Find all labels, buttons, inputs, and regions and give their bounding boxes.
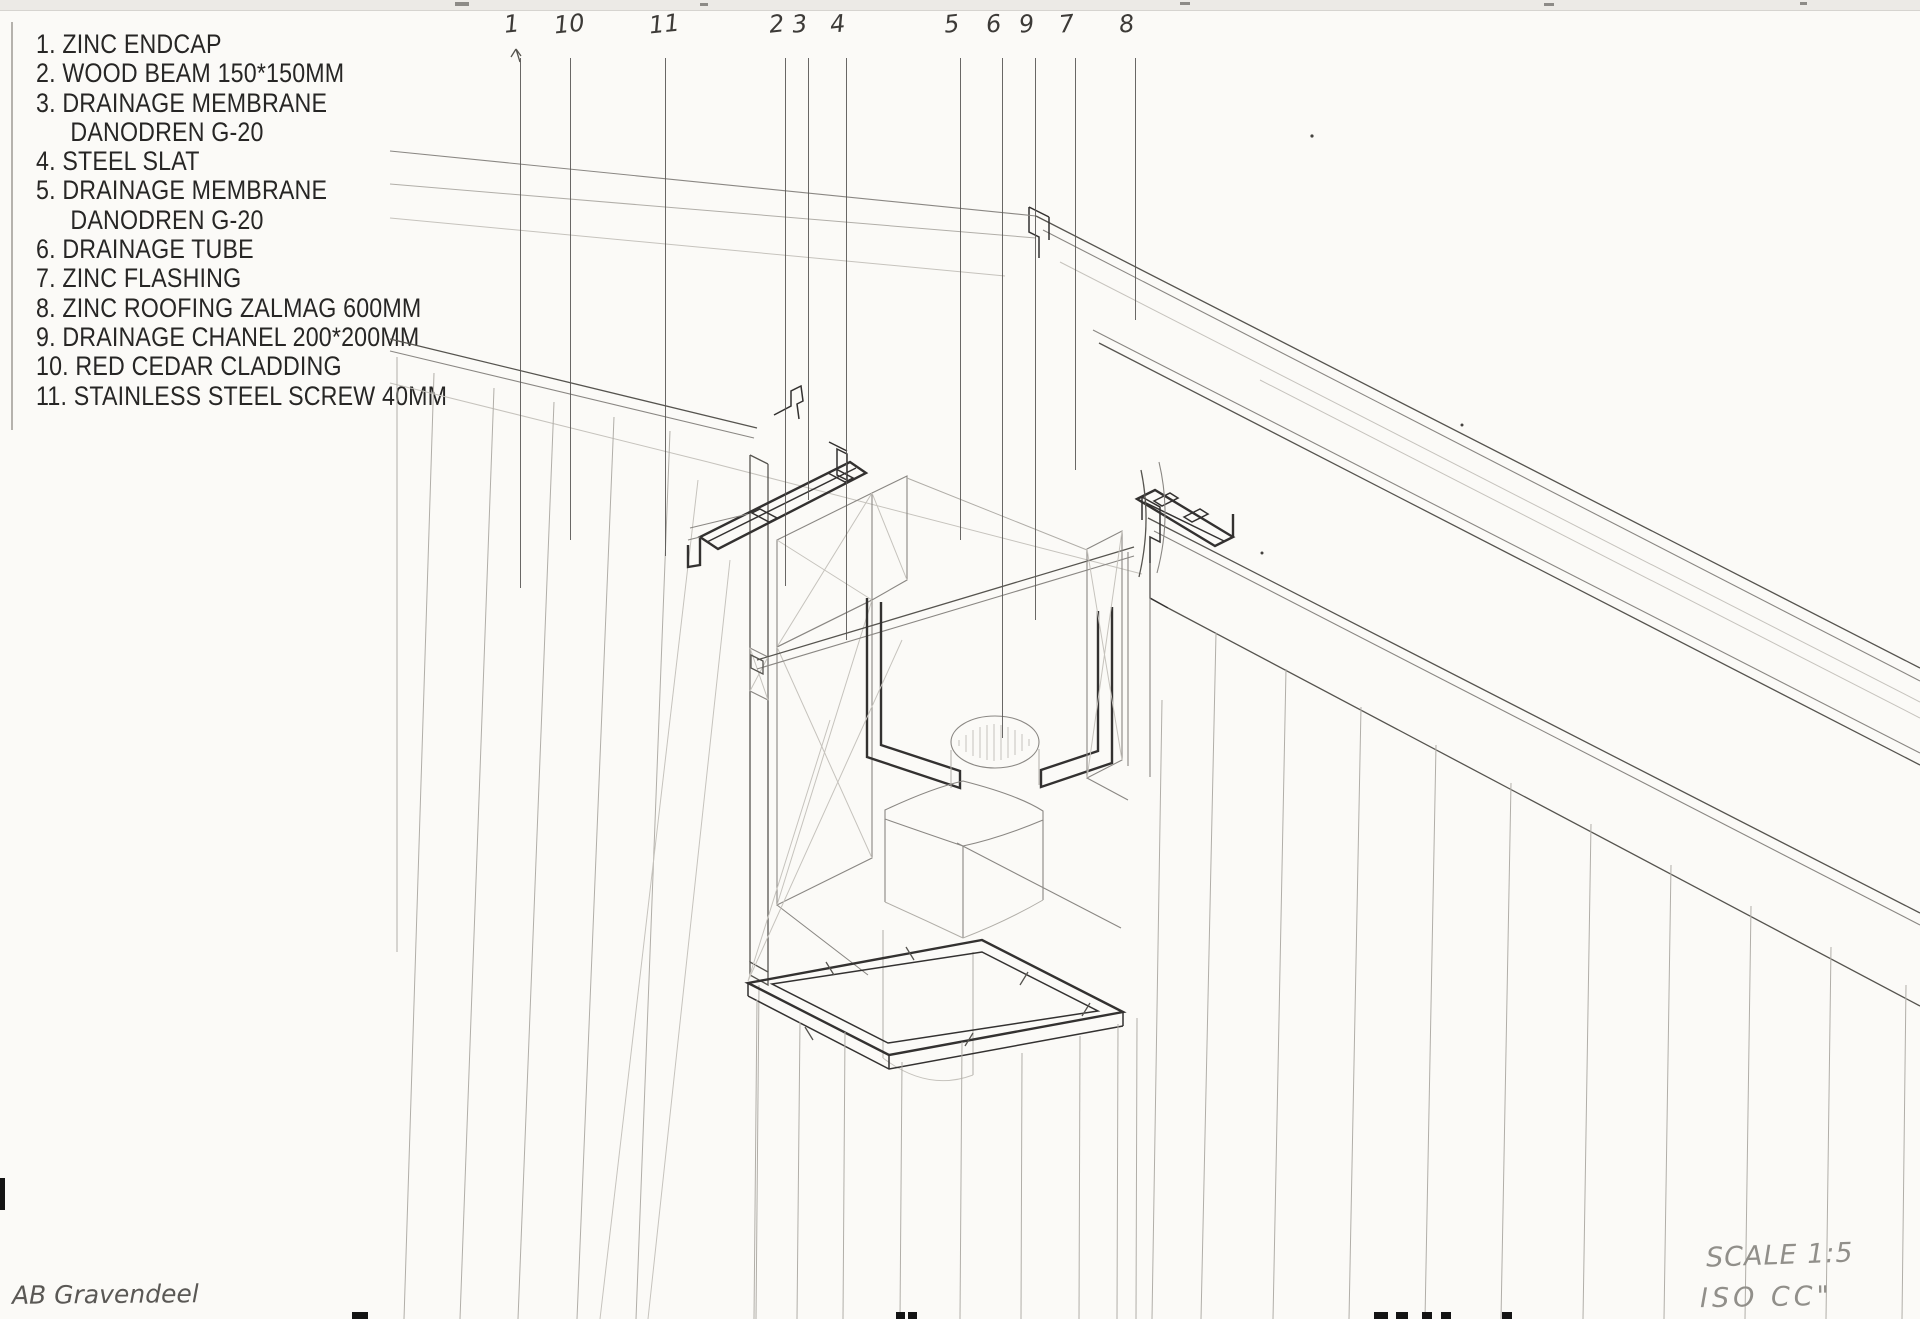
leader-line bbox=[808, 58, 809, 500]
leader-line bbox=[846, 58, 847, 640]
legend-item: 9. DRAINAGE CHANEL 200*200MM bbox=[36, 321, 420, 352]
steel-slat bbox=[751, 547, 1134, 674]
legend-item: 3. DRAINAGE MEMBRANE bbox=[36, 87, 328, 118]
drainage-channel-frame bbox=[748, 640, 1123, 1069]
roof-left-plane bbox=[390, 151, 1036, 276]
view-annotation: ISO CC" bbox=[1699, 1280, 1834, 1315]
zinc-flashing-right bbox=[1142, 497, 1920, 1006]
legend-item: 10. RED CEDAR CLADDING bbox=[36, 351, 342, 382]
leader-line bbox=[520, 58, 521, 588]
cutoff-text-fragment bbox=[352, 1312, 368, 1319]
cutoff-text-fragment bbox=[908, 1312, 917, 1319]
legend-item: 11. STAINLESS STEEL SCREW 40MM bbox=[36, 380, 448, 411]
leader-line bbox=[570, 58, 571, 540]
zinc-roofing-right bbox=[1036, 134, 1920, 765]
callout-number: 7 bbox=[1057, 9, 1076, 39]
red-cedar-cladding-left-wall bbox=[404, 373, 730, 1319]
callout-number: 5 bbox=[942, 9, 961, 39]
cutoff-text-fragment bbox=[896, 1312, 905, 1319]
legend-item: 7. ZINC FLASHING bbox=[36, 263, 242, 294]
author-signature: AB Gravendeel bbox=[11, 1279, 199, 1310]
scan-artifact-left-bar bbox=[0, 1178, 5, 1210]
callout-number: 3 bbox=[790, 9, 809, 39]
callout-number: 8 bbox=[1117, 9, 1136, 39]
zinc-endcap-corner-piece bbox=[1029, 207, 1049, 258]
fascia-left bbox=[390, 339, 1142, 952]
callout-number: 4 bbox=[828, 9, 847, 39]
red-cedar-cladding-right-wall bbox=[1152, 633, 1906, 1319]
drainage-membrane-panel bbox=[872, 476, 1087, 600]
legend-item: 5. DRAINAGE MEMBRANE bbox=[36, 175, 328, 206]
callout-number: 2 bbox=[767, 9, 786, 39]
leader-line bbox=[665, 58, 666, 556]
callout-number: 10 bbox=[552, 8, 586, 40]
cutoff-text-fragment bbox=[1441, 1312, 1451, 1319]
legend-item: 8. ZINC ROOFING ZALMAG 600MM bbox=[36, 292, 422, 323]
leader-line bbox=[1002, 58, 1003, 738]
cutoff-text-fragment bbox=[1422, 1312, 1432, 1319]
callout-number: 1 bbox=[502, 9, 521, 39]
drainage-channel bbox=[867, 598, 1112, 788]
leader-line bbox=[1075, 58, 1076, 470]
cutoff-text-fragment bbox=[1396, 1312, 1408, 1319]
red-cedar-cladding-below-frame bbox=[754, 1000, 1137, 1319]
leader-line bbox=[1035, 58, 1036, 620]
legend-item: 1. ZINC ENDCAP bbox=[36, 29, 222, 59]
leader-line bbox=[785, 58, 786, 586]
legend-item: 6. DRAINAGE TUBE bbox=[36, 234, 254, 265]
callout-number: 11 bbox=[647, 8, 681, 40]
legend-item: 2. WOOD BEAM 150*150MM bbox=[36, 58, 345, 89]
legend-item-continuation: DANODREN G-20 bbox=[70, 116, 264, 147]
callout-number: 9 bbox=[1017, 9, 1036, 39]
cutoff-text-fragment bbox=[1502, 1312, 1512, 1319]
leader-line bbox=[960, 58, 961, 540]
cutoff-text-fragment bbox=[1374, 1312, 1388, 1319]
wood-beam-left-assembly bbox=[750, 455, 872, 1319]
callout-number: 6 bbox=[984, 9, 1003, 39]
legend-item: 4. STEEL SLAT bbox=[36, 146, 200, 177]
scale-annotation: SCALE 1:5 bbox=[1705, 1237, 1855, 1274]
leader-line bbox=[1135, 58, 1136, 320]
legend-item-continuation: DANODREN G-20 bbox=[70, 204, 264, 235]
